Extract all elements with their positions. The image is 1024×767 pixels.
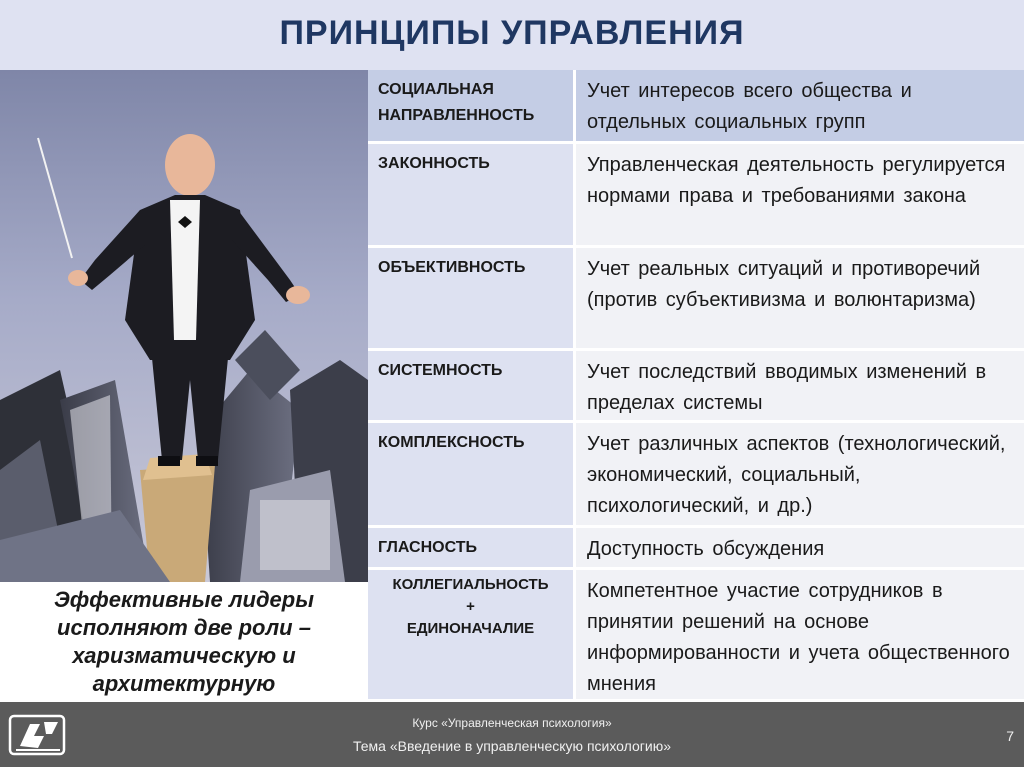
principle-description: Учет реальных ситуаций и противоречий (против субъективизма и волюнтаризма) [587, 258, 981, 311]
principle-description-cell [576, 248, 1024, 348]
principle-name: ЗАКОННОСТЬ [378, 155, 490, 172]
principle-name: КОМПЛЕКСНОСТЬ [378, 434, 525, 451]
principle-name-cell [368, 570, 573, 699]
principle-name-cell [368, 248, 573, 348]
principle-name-line: КОЛЛЕГИАЛЬНОСТЬ [392, 576, 549, 593]
principle-name: ОБЪЕКТИВНОСТЬ [378, 259, 526, 276]
topic-label: Тема «Введение в управленческую психологию» [352, 738, 671, 754]
principle-row [368, 423, 1024, 528]
slide-title: ПРИНЦИПЫ УПРАВЛЕНИЯ [279, 14, 745, 52]
principle-description: Управленческая деятельность регулируется нормами права и требованиями закона [587, 154, 1006, 207]
principle-row [368, 351, 1024, 423]
principle-name [368, 574, 573, 640]
principle-name-cell [368, 70, 573, 141]
principle-row [368, 70, 1024, 144]
principle-row [368, 570, 1024, 702]
principle-description: Учет различных аспектов (технологический, экономический, социальный, психологический, и др.) [587, 433, 1006, 517]
caption-text: Эффективные лидеры исполняют две роли – харизматическую и архитектурную [53, 587, 315, 696]
course-label: Курс «Управленческая психология» [412, 716, 612, 730]
principle-name: ГЛАСНОСТЬ [378, 539, 478, 556]
principle-description-cell [576, 570, 1024, 699]
principle-description: Учет интересов всего общества и отдельных социальных групп [587, 80, 912, 133]
principle-name: СОЦИАЛЬНАЯ НАПРАВЛЕННОСТЬ [378, 81, 535, 124]
principle-row [368, 248, 1024, 351]
principle-description: Учет последствий вводимых изменений в пределах системы [587, 361, 987, 414]
page-number: 7 [1006, 728, 1014, 744]
principle-name-cell [368, 528, 573, 567]
principle-name-plus: + [466, 598, 475, 615]
principle-description: Компетентное участие сотрудников в принятии решений на основе информированности и учета общественного мнения [587, 580, 1010, 695]
principle-name-cell [368, 351, 573, 420]
principle-row [368, 144, 1024, 248]
principle-description-cell [576, 351, 1024, 420]
principle-name-cell [368, 423, 573, 525]
principles-table [368, 70, 1024, 702]
slide-footer [0, 702, 1024, 767]
principle-description-cell [576, 70, 1024, 141]
principle-description-cell [576, 423, 1024, 525]
leaders-caption [0, 583, 368, 701]
slide-header [0, 0, 1024, 71]
principle-name-cell [368, 144, 573, 245]
principle-name-line: ЕДИНОНАЧАЛИЕ [406, 620, 535, 637]
principle-name: СИСТЕМНОСТЬ [378, 362, 503, 379]
conductor-illustration [0, 70, 368, 582]
principle-description: Доступность обсуждения [587, 538, 825, 560]
principle-description-cell [576, 528, 1024, 567]
conductor-image [0, 70, 368, 582]
principle-description-cell [576, 144, 1024, 245]
principle-row [368, 528, 1024, 570]
